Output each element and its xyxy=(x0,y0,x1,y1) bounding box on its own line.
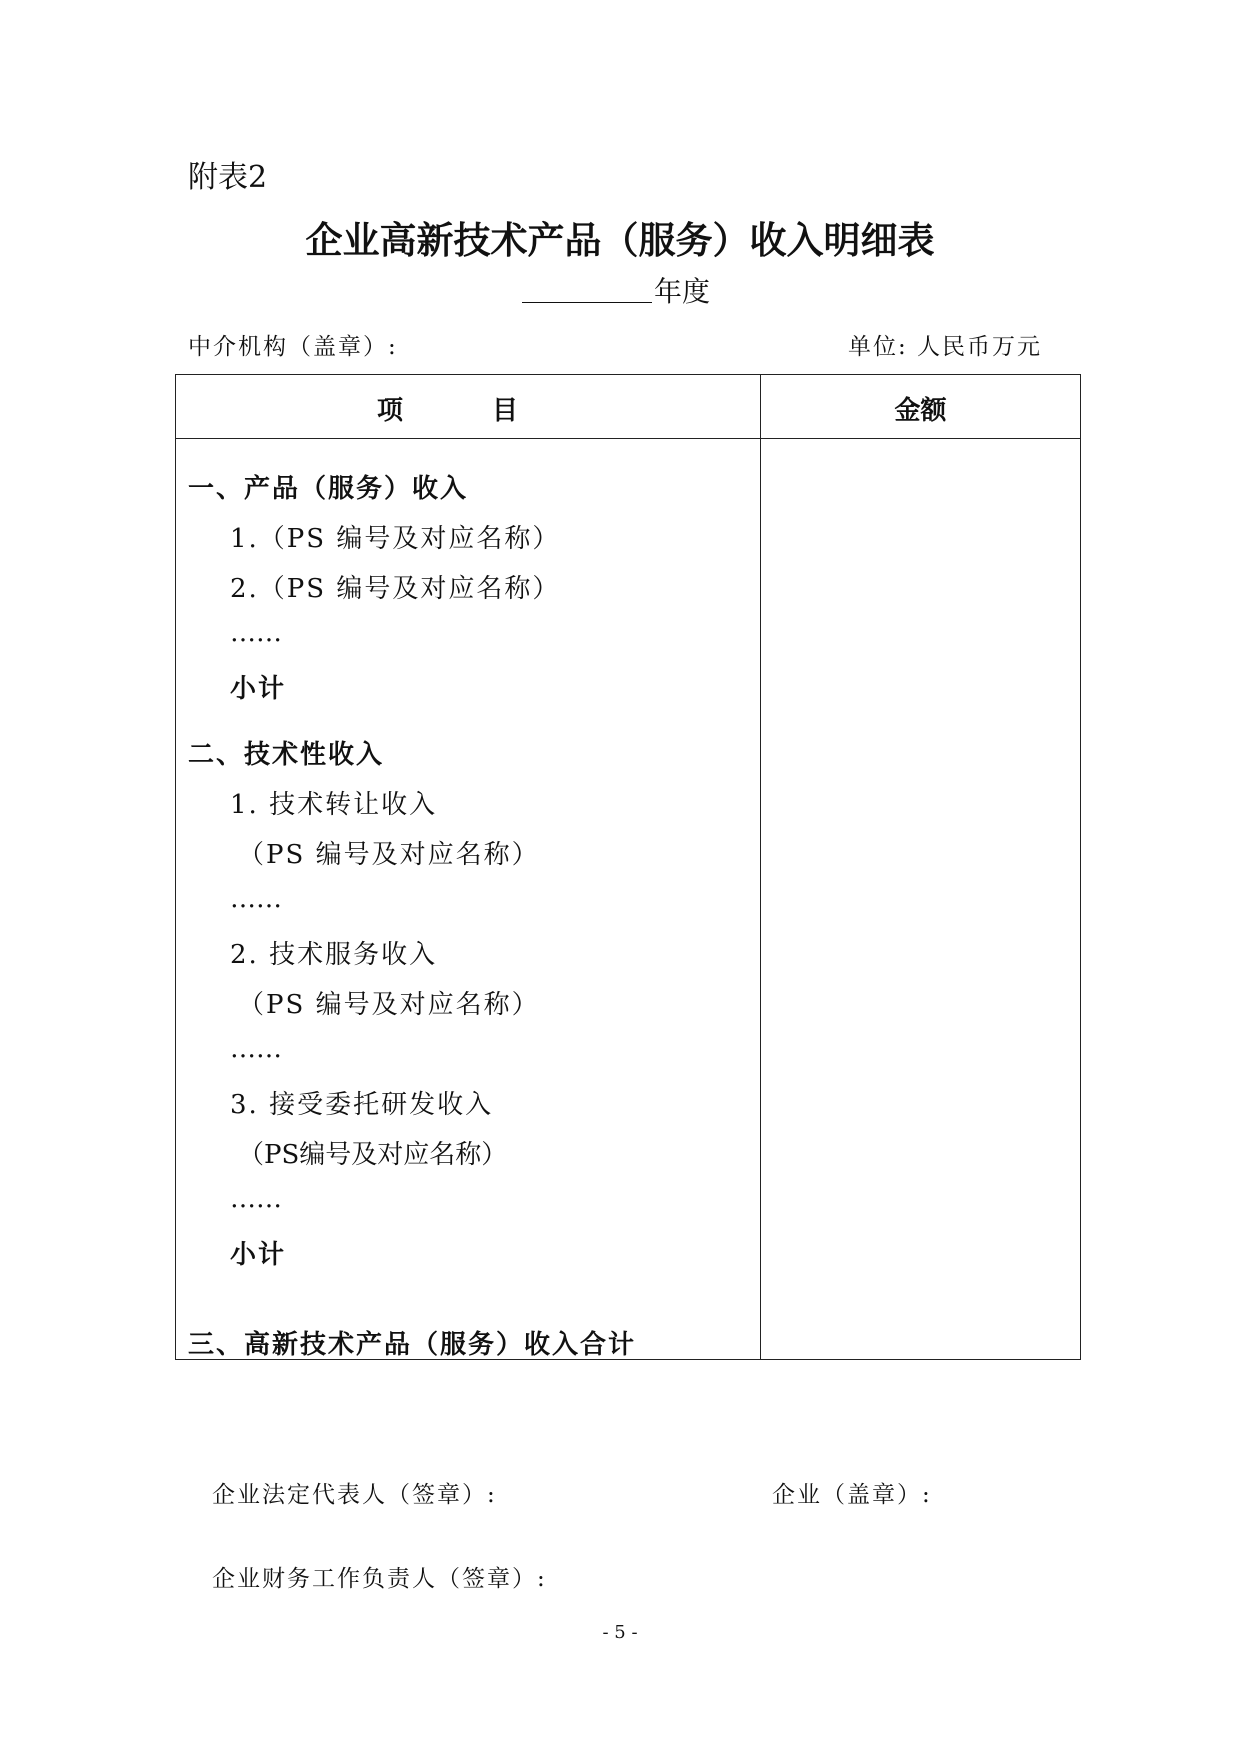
table-row-item: （PS 编号及对应名称） xyxy=(238,990,540,1020)
table-row-item: （PS编号及对应名称） xyxy=(238,1140,508,1170)
table-row-ellipsis: …… xyxy=(230,618,282,648)
table-row-subtotal: 小计 xyxy=(230,1240,287,1270)
table-row-section: 二、技术性收入 xyxy=(188,740,385,770)
table-row-item: 2.（PS 编号及对应名称） xyxy=(230,574,561,604)
column-header-amount: 金额 xyxy=(894,396,947,426)
column-header-item: 项 目 xyxy=(376,396,559,426)
unit-label: 单位: 人民币万元 xyxy=(848,334,1043,360)
table-row-ellipsis: …… xyxy=(230,1184,282,1214)
table-row-subtotal: 小计 xyxy=(230,674,287,704)
page-number: - 5 - xyxy=(602,1622,638,1643)
finance-head-signature: 企业财务工作负责人（签章）: xyxy=(212,1566,547,1592)
table-row-item: 2. 技术服务收入 xyxy=(230,940,438,970)
table-row-ellipsis: …… xyxy=(230,1034,282,1064)
column-divider xyxy=(760,374,761,1360)
company-seal-label: 企业（盖章）: xyxy=(772,1482,932,1508)
appendix-label: 附表2 xyxy=(188,160,268,195)
table-row-section: 一、产品（服务）收入 xyxy=(188,474,469,504)
table-row-item: 1. 技术转让收入 xyxy=(230,790,438,820)
table-row-item: 3. 接受委托研发收入 xyxy=(230,1090,494,1120)
agency-seal-label: 中介机构（盖章）: xyxy=(188,334,398,360)
table-row-ellipsis: …… xyxy=(230,884,282,914)
year-blank-line xyxy=(522,272,652,303)
legal-representative-signature: 企业法定代表人（签章）: xyxy=(212,1482,497,1508)
header-divider xyxy=(175,438,1081,439)
table-row-total: 三、高新技术产品（服务）收入合计 xyxy=(188,1330,637,1360)
table-row-item: （PS 编号及对应名称） xyxy=(238,840,540,870)
year-label: 年度 xyxy=(654,275,711,308)
document-title: 企业高新技术产品（服务）收入明细表 xyxy=(305,219,935,262)
table-row-item: 1.（PS 编号及对应名称） xyxy=(230,524,561,554)
